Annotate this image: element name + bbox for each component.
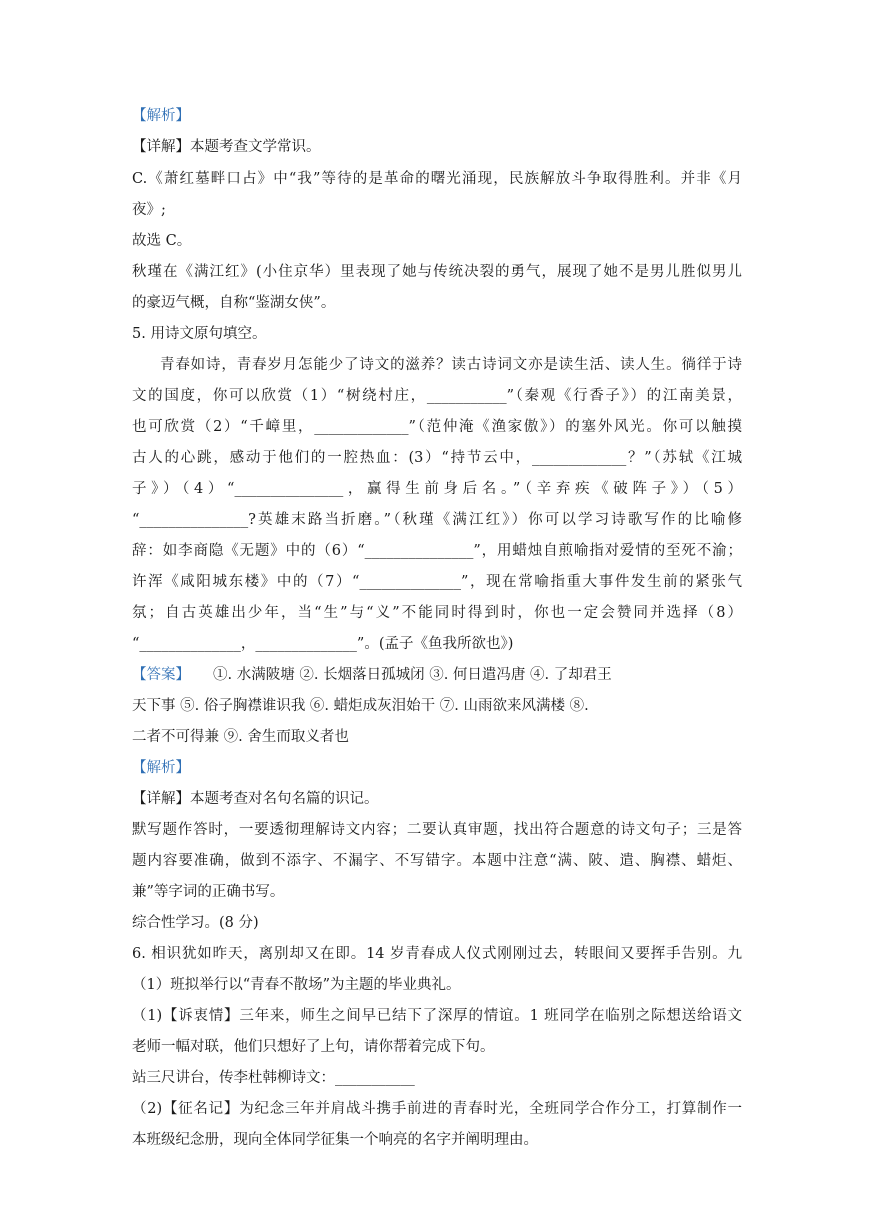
passage-line: “______________，______________”。(孟子《鱼我所欲也》): [132, 636, 514, 652]
text-line: 秋瑾在《满江红》(小住京华）里表现了她与传统决裂的勇气，展现了她不是男儿胜似男儿: [132, 264, 742, 280]
analysis-label-2: 【解析】: [132, 760, 190, 776]
couplet-line: 站三尺讲台，传李杜韩柳诗文：___________: [132, 1070, 415, 1086]
passage-line: 青春如诗，青春岁月怎能少了诗文的滋养？读古诗词文亦是读生活、读人生。徜徉于诗: [160, 357, 742, 373]
passage-line: 文的国度，你可以欣赏（1）“树绕村庄，___________”（秦观《行香子》）的江南美景，: [132, 388, 742, 404]
detail-line-1: 【详解】本题考查文学常识。: [132, 139, 321, 155]
passage-line: 子》）（4）“_______________，赢得生前身后名。”（辛弃疾《破阵子》）（5）: [132, 481, 742, 497]
text-line: 的豪迈气概，自称“鉴湖女侠”。: [132, 295, 336, 311]
text-line: 兼”等字词的正确书写。: [132, 884, 285, 900]
question-6-line: 本班级纪念册，现向全体同学征集一个响亮的名字并阐明理由。: [132, 1132, 538, 1148]
question-6-line: （2)【征名记】为纪念三年并肩战斗携手前进的青春时光，全班同学合作分工，打算制作一: [132, 1101, 742, 1117]
section-title: 综合性学习。(8 分): [132, 915, 259, 931]
passage-line: 古人的心跳，感动于他们的一腔热血：(3）“持节云中，_____________？”（苏轼《江城: [132, 450, 742, 466]
answer-items: ①. 水满陂塘 ②. 长烟落日孤城闭 ③. 何日遣冯唐 ④. 了却君王: [213, 667, 612, 683]
text-line: 题内容要准确，做到不添字、不漏字、不写错字。本题中注意“满、陂、遣、胸襟、蜡炬、: [132, 853, 742, 869]
answer-row-1: [132, 665, 742, 685]
question-6-line: 老师一幅对联，他们只想好了上句，请你帮着完成下句。: [132, 1039, 495, 1055]
analysis-label-1: 【解析】: [132, 108, 190, 124]
question-6-line: （1)【诉衷情】三年来，师生之间早已结下了深厚的情谊。1 班同学在临别之际想送给语文: [132, 1008, 742, 1024]
answer-row-3: 二者不可得兼 ⑨. 舍生而取义者也: [132, 729, 349, 745]
passage-line: 辞：如李商隐《无题》中的（6）“_______________”，用蜡烛自煎喻指对爱情的至死不渝；: [132, 543, 742, 559]
passage-line: 氛；自古英雄出少年，当“生”与“义”不能同时得到时，你也一定会赞同并选择（8）: [132, 605, 742, 621]
question-6-line: 6. 相识犹如昨天，离别却又在即。14 岁青春成人仪式刚刚过去，转眼间又要挥手告别。九: [132, 946, 742, 962]
passage-line: “_______________?英雄末路当折磨。”（秋瑾《满江红》）你可以学习诗歌写作的比喻修: [132, 512, 742, 528]
text-line: C.《萧红墓畔口占》中“我”等待的是革命的曙光涌现，民族解放斗争取得胜利。并非《月: [132, 171, 742, 187]
detail-line-2: 【详解】本题考查对名句名篇的识记。: [132, 791, 379, 807]
passage-line: 许浑《咸阳城东楼》中的（7）“______________”，现在常喻指重大事件发生前的紧张气: [132, 574, 742, 590]
question-6-line: （1）班拟举行以“青春不散场”为主题的毕业典礼。: [132, 977, 461, 993]
question-5-title: 5. 用诗文原句填空。: [132, 326, 267, 342]
answer-row-2: 天下事 ⑤. 俗子胸襟谁识我 ⑥. 蜡炬成灰泪始干 ⑦. 山雨欲来风满楼 ⑧.: [132, 698, 589, 714]
text-line: 夜》;: [132, 202, 166, 218]
text-line: 默写题作答时，一要透彻理解诗文内容；二要认真审题，找出符合题意的诗文句子；三是答: [132, 822, 742, 838]
answer-label: 【答案】: [132, 667, 190, 683]
passage-line: 也可欣赏（2）“千嶂里，_____________”（范仲淹《渔家傲》）的塞外风光。你可以触摸: [132, 419, 742, 435]
text-line: 故选 C。: [132, 233, 192, 249]
